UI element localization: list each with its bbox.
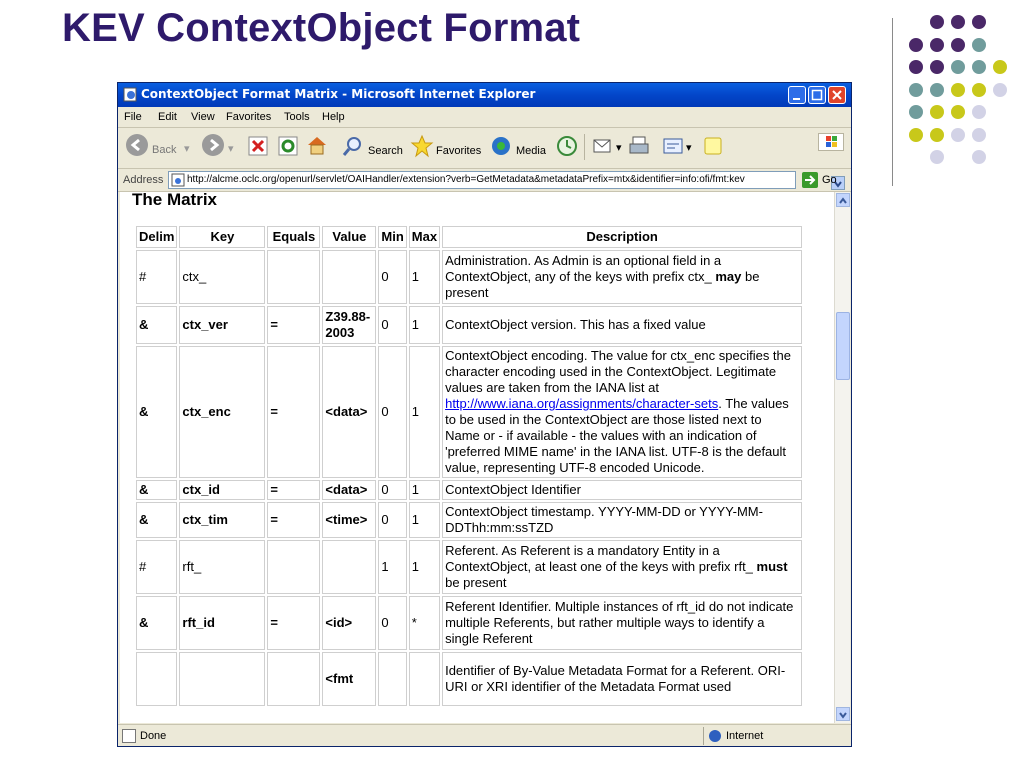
page-icon <box>171 173 185 187</box>
browser-window <box>117 82 852 747</box>
table-header-row <box>136 226 802 248</box>
cell-key <box>179 652 265 706</box>
address-input[interactable] <box>168 171 796 189</box>
table-row <box>136 480 802 500</box>
cell-value: <fmt <box>322 652 376 706</box>
print-icon[interactable] <box>628 135 650 157</box>
iana-character-sets-link[interactable]: http://www.iana.org/assignments/character-sets <box>445 396 719 411</box>
refresh-icon[interactable] <box>278 136 298 156</box>
cell-delim: & <box>136 346 177 478</box>
zone-label: Internet <box>726 730 764 742</box>
notes-icon[interactable] <box>702 135 724 157</box>
description-text: ContextObject encoding. The value for ctx_enc specifies the character encoding used in the ContextObject. Legitimate values are taken from the IANA list at <box>445 348 791 395</box>
cell-description: ContextObject version. This has a fixed value <box>442 306 802 344</box>
column-header-value: Value <box>322 226 376 248</box>
cell-equals: = <box>267 502 320 538</box>
column-header-key: Key <box>179 226 265 248</box>
favorites-star-icon[interactable] <box>410 134 434 158</box>
forward-arrow-icon[interactable] <box>202 134 224 156</box>
menu-edit[interactable]: Edit <box>158 111 177 123</box>
media-button-label[interactable]: Media <box>516 145 546 157</box>
cell-max: 1 <box>409 306 440 344</box>
cell-delim: # <box>136 540 177 594</box>
column-header-max: Max <box>409 226 440 248</box>
mail-icon[interactable] <box>592 136 614 156</box>
cell-description <box>442 250 802 304</box>
decorative-dot <box>951 83 965 97</box>
status-bar <box>118 724 851 747</box>
cell-min: 1 <box>378 540 406 594</box>
cell-delim: & <box>136 502 177 538</box>
menu-view[interactable]: View <box>191 111 215 123</box>
decorative-dot <box>909 128 923 142</box>
description-text: Referent. As Referent is a mandatory Entity in a ContextObject, at least one of the keys with prefix rft_ <box>445 543 757 574</box>
cell-key: rft_ <box>179 540 265 594</box>
favorites-button-label[interactable]: Favorites <box>436 145 482 157</box>
scroll-up-arrow-icon[interactable] <box>836 193 850 207</box>
scrollbar-thumb[interactable] <box>836 312 850 380</box>
stop-icon[interactable] <box>248 136 268 156</box>
menu-bar <box>118 107 851 128</box>
cell-key: ctx_id <box>179 480 265 500</box>
table-row <box>136 306 802 344</box>
back-button-label[interactable]: Back <box>152 144 177 156</box>
decorative-dot <box>930 60 944 74</box>
cell-min: 0 <box>378 480 406 500</box>
decorative-dot <box>930 38 944 52</box>
cell-max: 1 <box>409 502 440 538</box>
internet-globe-icon <box>709 730 721 742</box>
column-header-delim: Delim <box>136 226 177 248</box>
minimize-button[interactable] <box>788 86 806 104</box>
cell-equals <box>267 250 320 304</box>
cell-value: Z39.88-2003 <box>322 306 376 344</box>
cell-min: 0 <box>378 250 406 304</box>
cell-description: Identifier of By-Value Metadata Format for a Referent. ORI-URI or XRI identifier of the Metadata Format used <box>442 652 802 706</box>
description-text-end: . The values to be used in the ContextObject are those listed next to Name or - if available - the values with an indication of 'preferred MIME name' in the IANA list. UTF-8 is the default value, representing UTF-8 encoded Unicode. <box>445 396 789 475</box>
search-icon[interactable] <box>342 135 364 157</box>
go-arrow-icon[interactable] <box>802 172 818 188</box>
decorative-dot <box>993 83 1007 97</box>
decorative-dot <box>972 150 986 164</box>
address-label: Address <box>123 174 164 186</box>
description-text: Administration. As Admin is an optional field in a ContextObject, any of the keys with prefix ctx_ <box>445 253 722 284</box>
cell-description: ContextObject Identifier <box>442 480 802 500</box>
toolbar-separator <box>584 134 585 160</box>
cell-equals: = <box>267 346 320 478</box>
cell-max: 1 <box>409 540 440 594</box>
maximize-button[interactable] <box>808 86 826 104</box>
decorative-dot <box>993 60 1007 74</box>
description-text-end: be present <box>445 269 760 300</box>
divider-line <box>892 18 893 186</box>
page-heading: The Matrix <box>132 192 218 209</box>
decorative-dot <box>972 38 986 52</box>
decorative-dot <box>909 60 923 74</box>
table-row <box>136 652 802 706</box>
column-header-equals: Equals <box>267 226 320 248</box>
decorative-dot <box>930 150 944 164</box>
cell-description: ContextObject timestamp. YYYY-MM-DD or YYYY-MM-DDThh:mm:ssTZD <box>442 502 802 538</box>
decorative-dot <box>972 83 986 97</box>
cell-value <box>322 250 376 304</box>
cell-key: ctx_ <box>179 250 265 304</box>
ie-page-icon <box>123 87 138 102</box>
table-row <box>136 346 802 478</box>
home-icon[interactable] <box>306 134 328 156</box>
vertical-scrollbar[interactable] <box>834 192 850 723</box>
media-icon[interactable] <box>490 135 512 157</box>
go-button-label[interactable]: Go <box>822 174 837 186</box>
cell-delim: & <box>136 306 177 344</box>
back-arrow-icon[interactable] <box>126 134 148 156</box>
decorative-dot <box>909 83 923 97</box>
cell-key: ctx_tim <box>179 502 265 538</box>
decorative-dot <box>951 15 965 29</box>
cell-key: ctx_enc <box>179 346 265 478</box>
cell-description <box>442 540 802 594</box>
table-row <box>136 250 802 304</box>
toolbar <box>118 128 851 169</box>
cell-delim: & <box>136 596 177 650</box>
cell-description <box>442 346 802 478</box>
history-icon[interactable] <box>556 135 578 157</box>
description-emphasis: may <box>715 269 742 284</box>
column-header-min: Min <box>378 226 406 248</box>
page-content <box>120 192 834 723</box>
decorative-dot <box>972 128 986 142</box>
decorative-dot <box>909 105 923 119</box>
decorative-dot <box>951 128 965 142</box>
cell-value: <time> <box>322 502 376 538</box>
forward-dropdown-icon[interactable]: ▾ <box>228 143 234 155</box>
table-row <box>136 502 802 538</box>
cell-min: 0 <box>378 502 406 538</box>
decorative-dot <box>972 105 986 119</box>
cell-delim: # <box>136 250 177 304</box>
status-text: Done <box>140 730 167 742</box>
decorative-dot <box>930 15 944 29</box>
cell-min: 0 <box>378 596 406 650</box>
close-button[interactable] <box>828 86 846 104</box>
decorative-dot <box>909 38 923 52</box>
decorative-dot <box>972 15 986 29</box>
cell-equals: = <box>267 306 320 344</box>
decorative-dot <box>930 83 944 97</box>
decorative-dot <box>930 105 944 119</box>
description-emphasis: must <box>756 559 788 574</box>
back-dropdown-icon[interactable]: ▾ <box>184 143 190 155</box>
slide-title: KEV ContextObject Format <box>62 6 581 50</box>
cell-description: Referent Identifier. Multiple instances of rft_id do not indicate multiple Referents, but rather multiple ways to identify a single Referent <box>442 596 802 650</box>
cell-equals <box>267 652 320 706</box>
cell-equals: = <box>267 480 320 500</box>
cell-min <box>378 652 406 706</box>
decorative-dot <box>930 128 944 142</box>
menu-file[interactable]: File <box>124 111 142 123</box>
cell-max: * <box>409 596 440 650</box>
decorative-dot <box>951 38 965 52</box>
cell-value: <data> <box>322 480 376 500</box>
search-button-label[interactable]: Search <box>368 145 403 157</box>
browser-titlebar <box>118 83 851 107</box>
decorative-dot <box>951 60 965 74</box>
menu-help[interactable]: Help <box>322 111 345 123</box>
matrix-table <box>134 224 804 708</box>
cell-max: 1 <box>409 346 440 478</box>
table-row <box>136 540 802 594</box>
cell-max: 1 <box>409 480 440 500</box>
scroll-down-arrow-icon[interactable] <box>836 707 850 721</box>
address-url: http://alcme.oclc.org/openurl/servlet/OAIHandler/extension?verb=GetMetadata&metadataPrefix=mtx&identifier=info:ofi/fmt:kev <box>187 174 745 185</box>
address-bar <box>118 169 851 192</box>
menu-tools[interactable]: Tools <box>284 111 310 123</box>
cell-delim: & <box>136 480 177 500</box>
menu-favorites[interactable]: Favorites <box>226 111 272 123</box>
description-text-end: be present <box>445 575 507 590</box>
cell-value: <data> <box>322 346 376 478</box>
cell-value: <id> <box>322 596 376 650</box>
cell-max: 1 <box>409 250 440 304</box>
cell-equals <box>267 540 320 594</box>
cell-min: 0 <box>378 346 406 478</box>
cell-key: ctx_ver <box>179 306 265 344</box>
cell-max <box>409 652 440 706</box>
column-header-description: Description <box>442 226 802 248</box>
edit-icon[interactable] <box>662 136 684 156</box>
cell-value <box>322 540 376 594</box>
edit-dropdown-icon[interactable]: ▾ <box>686 142 692 154</box>
mail-dropdown-icon[interactable]: ▾ <box>616 142 622 154</box>
decorative-dot <box>972 60 986 74</box>
cell-delim <box>136 652 177 706</box>
cell-equals: = <box>267 596 320 650</box>
decorative-dot <box>951 105 965 119</box>
page-done-icon <box>122 729 136 743</box>
browser-title: ContextObject Format Matrix - Microsoft Internet Explorer <box>141 87 536 101</box>
cell-key: rft_id <box>179 596 265 650</box>
table-row <box>136 596 802 650</box>
cell-min: 0 <box>378 306 406 344</box>
security-zone <box>703 727 850 745</box>
